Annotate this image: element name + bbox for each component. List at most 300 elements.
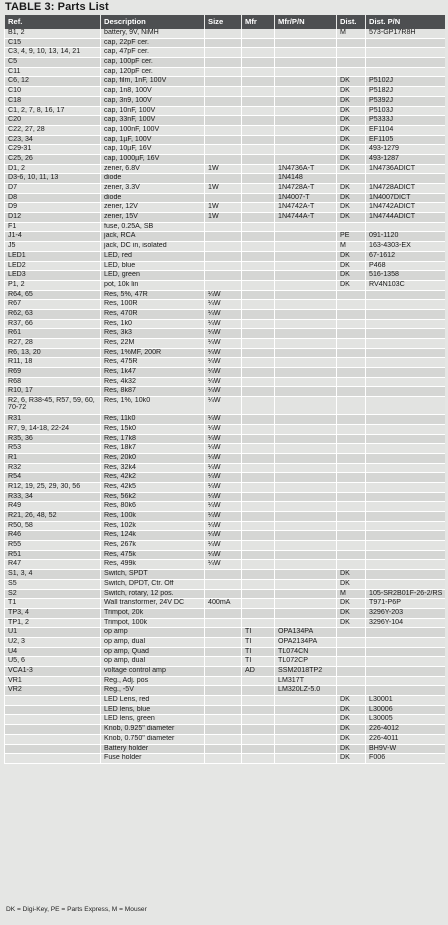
ref-cell: R32 (5, 463, 101, 473)
table-row (5, 261, 445, 271)
dist-cell (337, 637, 366, 647)
dist-cell (337, 560, 366, 570)
mfr-pn-cell: OPA134PA (275, 628, 337, 638)
dist-pn-cell (366, 38, 445, 48)
dist-cell (337, 358, 366, 368)
dist-cell (337, 434, 366, 444)
table-row (5, 290, 445, 300)
dist-cell (337, 300, 366, 310)
size-cell (205, 222, 242, 232)
table-row (5, 125, 445, 135)
size-cell (205, 628, 242, 638)
description-cell: zener, 6.8V (101, 164, 205, 174)
dist-cell: DK (337, 125, 366, 135)
size-cell (205, 48, 242, 58)
ref-cell: S1, 3, 4 (5, 570, 101, 580)
mfr-cell (242, 184, 275, 194)
description-cell: voltage control amp (101, 667, 205, 677)
description-cell: LED, green (101, 271, 205, 281)
dist-pn-cell: BH9V-W (366, 744, 445, 754)
description-cell: cap, 100nF, 100V (101, 125, 205, 135)
mfr-cell (242, 424, 275, 434)
size-cell (205, 647, 242, 657)
mfr-cell (242, 579, 275, 589)
size-cell: ¼W (205, 377, 242, 387)
mfr-pn-cell (275, 463, 337, 473)
mfr-cell (242, 696, 275, 706)
size-cell: 1W (205, 213, 242, 223)
description-cell: op amp (101, 628, 205, 638)
table-row (5, 512, 445, 522)
description-cell: Res, 100R (101, 300, 205, 310)
size-cell (205, 734, 242, 744)
description-cell: jack, DC in, isolated (101, 242, 205, 252)
mfr-pn-cell (275, 453, 337, 463)
mfr-cell (242, 87, 275, 97)
dist-cell: DK (337, 271, 366, 281)
ref-cell: R21, 26, 48, 52 (5, 512, 101, 522)
dist-cell (337, 415, 366, 425)
size-cell (205, 686, 242, 696)
size-cell: ¼W (205, 541, 242, 551)
description-cell: Res, 100k (101, 512, 205, 522)
dist-cell (337, 397, 366, 415)
size-cell: ¼W (205, 521, 242, 531)
description-cell: Res, 5%, 47R (101, 290, 205, 300)
table-row (5, 618, 445, 628)
table-row (5, 368, 445, 378)
ref-cell: C25, 26 (5, 154, 101, 164)
mfr-cell (242, 715, 275, 725)
table-row (5, 96, 445, 106)
dist-cell: DK (337, 87, 366, 97)
ref-cell: U1 (5, 628, 101, 638)
mfr-cell (242, 705, 275, 715)
dist-cell: M (337, 242, 366, 252)
dist-pn-cell (366, 628, 445, 638)
mfr-cell (242, 203, 275, 213)
size-cell (205, 145, 242, 155)
dist-pn-cell: 516-1358 (366, 271, 445, 281)
table-row (5, 377, 445, 387)
size-cell (205, 174, 242, 184)
ref-cell: S5 (5, 579, 101, 589)
size-cell: ¼W (205, 473, 242, 483)
mfr-cell (242, 463, 275, 473)
mfr-cell (242, 589, 275, 599)
ref-cell: R10, 17 (5, 387, 101, 397)
dist-pn-cell: 226-4012 (366, 725, 445, 735)
size-cell: ¼W (205, 368, 242, 378)
description-cell: Res, 1k47 (101, 368, 205, 378)
dist-pn-cell: EF1104 (366, 125, 445, 135)
size-cell (205, 29, 242, 38)
dist-cell (337, 512, 366, 522)
ref-cell: LED1 (5, 251, 101, 261)
dist-cell (337, 657, 366, 667)
description-cell: cap, 3n9, 100V (101, 96, 205, 106)
ref-cell: R6, 13, 20 (5, 348, 101, 358)
ref-cell: F1 (5, 222, 101, 232)
dist-cell (337, 550, 366, 560)
mfr-pn-cell (275, 550, 337, 560)
mfr-pn-cell (275, 58, 337, 68)
mfr-pn-cell (275, 424, 337, 434)
table-row (5, 657, 445, 667)
description-cell: Switch, rotary, 12 pos. (101, 589, 205, 599)
ref-cell: C5 (5, 58, 101, 68)
description-cell: Res, 102k (101, 521, 205, 531)
ref-cell: R12, 19, 25, 29, 30, 56 (5, 482, 101, 492)
dist-pn-cell (366, 339, 445, 349)
dist-cell (337, 368, 366, 378)
mfr-cell (242, 58, 275, 68)
dist-cell: DK (337, 618, 366, 628)
dist-cell (337, 628, 366, 638)
dist-pn-cell (366, 415, 445, 425)
table-row (5, 463, 445, 473)
dist-cell: DK (337, 570, 366, 580)
mfr-cell (242, 608, 275, 618)
description-cell: Switch, DPDT, Ctr. Off (101, 579, 205, 589)
mfr-cell (242, 77, 275, 87)
table-row (5, 647, 445, 657)
size-cell: ¼W (205, 512, 242, 522)
dist-pn-cell (366, 67, 445, 77)
description-cell: cap, 22pF cer. (101, 38, 205, 48)
dist-pn-cell: 105-SR2B01F-26-2/RS (366, 589, 445, 599)
dist-pn-cell: 1N4736ADICT (366, 164, 445, 174)
description-cell: LED, blue (101, 261, 205, 271)
size-cell (205, 77, 242, 87)
mfr-cell (242, 96, 275, 106)
description-cell: cap, 1n8, 100V (101, 87, 205, 97)
mfr-cell (242, 271, 275, 281)
mfr-pn-cell (275, 570, 337, 580)
ref-cell: R11, 18 (5, 358, 101, 368)
size-cell (205, 715, 242, 725)
size-cell: 400mA (205, 599, 242, 609)
table-row (5, 637, 445, 647)
ref-cell: D3-6, 10, 11, 13 (5, 174, 101, 184)
mfr-cell (242, 290, 275, 300)
dist-pn-cell: L30005 (366, 715, 445, 725)
mfr-pn-cell (275, 725, 337, 735)
mfr-pn-cell (275, 145, 337, 155)
table-row (5, 424, 445, 434)
size-cell: ¼W (205, 309, 242, 319)
dist-pn-cell (366, 222, 445, 232)
table-row (5, 339, 445, 349)
size-cell (205, 96, 242, 106)
mfr-cell (242, 725, 275, 735)
mfr-pn-cell: 1N4007-T (275, 193, 337, 203)
mfr-pn-cell (275, 125, 337, 135)
description-cell: Trimpot, 20k (101, 608, 205, 618)
dist-cell: DK (337, 203, 366, 213)
mfr-pn-cell (275, 589, 337, 599)
table-row (5, 715, 445, 725)
size-cell: 1W (205, 184, 242, 194)
dist-cell (337, 67, 366, 77)
mfr-pn-cell (275, 502, 337, 512)
size-cell (205, 754, 242, 764)
dist-pn-cell (366, 637, 445, 647)
description-cell: Battery holder (101, 744, 205, 754)
mfr-cell (242, 222, 275, 232)
table-row (5, 415, 445, 425)
dist-cell (337, 463, 366, 473)
column-header-size: Size (205, 15, 242, 29)
ref-cell: VR1 (5, 676, 101, 686)
dist-cell: DK (337, 705, 366, 715)
size-cell (205, 637, 242, 647)
size-cell: ¼W (205, 444, 242, 454)
mfr-cell (242, 339, 275, 349)
dist-pn-cell: 573-GP17R8H (366, 29, 445, 38)
size-cell (205, 261, 242, 271)
mfr-cell (242, 570, 275, 580)
mfr-pn-cell (275, 242, 337, 252)
ref-cell: U4 (5, 647, 101, 657)
mfr-pn-cell (275, 397, 337, 415)
description-cell: zener, 3.3V (101, 184, 205, 194)
mfr-cell (242, 319, 275, 329)
mfr-cell: TI (242, 657, 275, 667)
description-cell: op amp, dual (101, 637, 205, 647)
dist-pn-cell (366, 512, 445, 522)
table-row (5, 502, 445, 512)
mfr-pn-cell (275, 482, 337, 492)
dist-cell: DK (337, 280, 366, 290)
ref-cell: R53 (5, 444, 101, 454)
table-row (5, 492, 445, 502)
dist-pn-cell: 226-4011 (366, 734, 445, 744)
ref-cell: U5, 6 (5, 657, 101, 667)
mfr-pn-cell (275, 608, 337, 618)
table-row (5, 106, 445, 116)
dist-pn-cell (366, 444, 445, 454)
ref-cell: J5 (5, 242, 101, 252)
ref-cell: J1-4 (5, 232, 101, 242)
mfr-pn-cell (275, 222, 337, 232)
ref-cell: R2, 6, R38-45, R57, 59, 60, 70-72 (5, 397, 101, 415)
mfr-cell (242, 261, 275, 271)
size-cell: ¼W (205, 290, 242, 300)
description-cell: Res, 1%, 10k0 (101, 397, 205, 415)
mfr-cell (242, 280, 275, 290)
description-cell: Wall transformer, 24V DC (101, 599, 205, 609)
dist-cell: DK (337, 116, 366, 126)
mfr-cell: AD (242, 667, 275, 677)
mfr-pn-cell: 1N4148 (275, 174, 337, 184)
ref-cell: D9 (5, 203, 101, 213)
ref-cell: C11 (5, 67, 101, 77)
mfr-cell: TI (242, 647, 275, 657)
size-cell (205, 744, 242, 754)
dist-pn-cell (366, 397, 445, 415)
dist-pn-cell (366, 48, 445, 58)
size-cell: ¼W (205, 300, 242, 310)
mfr-cell (242, 531, 275, 541)
dist-pn-cell (366, 329, 445, 339)
size-cell (205, 570, 242, 580)
ref-cell: C3, 4, 9, 10, 13, 14, 21 (5, 48, 101, 58)
mfr-cell (242, 744, 275, 754)
size-cell (205, 589, 242, 599)
mfr-pn-cell (275, 560, 337, 570)
size-cell (205, 251, 242, 261)
ref-cell: R64, 65 (5, 290, 101, 300)
size-cell (205, 232, 242, 242)
dist-pn-cell: L30006 (366, 705, 445, 715)
size-cell: ¼W (205, 329, 242, 339)
ref-cell: R35, 36 (5, 434, 101, 444)
mfr-pn-cell: LM320LZ-5.0 (275, 686, 337, 696)
table-header-row (5, 15, 445, 29)
mfr-cell (242, 329, 275, 339)
dist-cell (337, 444, 366, 454)
table-row (5, 589, 445, 599)
description-cell: Res, 1k0 (101, 319, 205, 329)
description-cell: Res, 499k (101, 560, 205, 570)
dist-cell (337, 482, 366, 492)
description-cell: Res, 80k6 (101, 502, 205, 512)
mfr-cell (242, 599, 275, 609)
size-cell (205, 154, 242, 164)
table-row (5, 434, 445, 444)
dist-cell (337, 329, 366, 339)
table-row (5, 667, 445, 677)
mfr-cell (242, 397, 275, 415)
dist-pn-cell: 493-1287 (366, 154, 445, 164)
mfr-pn-cell: 1N4742A-T (275, 203, 337, 213)
table-row (5, 222, 445, 232)
description-cell: cap, film, 1nF, 100V (101, 77, 205, 87)
dist-cell (337, 222, 366, 232)
mfr-pn-cell (275, 734, 337, 744)
description-cell: Res, 470R (101, 309, 205, 319)
mfr-cell (242, 164, 275, 174)
mfr-cell (242, 550, 275, 560)
mfr-pn-cell (275, 444, 337, 454)
dist-pn-cell: 1N4007DICT (366, 193, 445, 203)
description-cell: zener, 12V (101, 203, 205, 213)
size-cell: ¼W (205, 424, 242, 434)
mfr-cell (242, 512, 275, 522)
dist-cell: DK (337, 96, 366, 106)
size-cell: ¼W (205, 531, 242, 541)
dist-pn-cell (366, 300, 445, 310)
size-cell (205, 579, 242, 589)
description-cell: fuse, 0.25A, SB (101, 222, 205, 232)
table-row (5, 87, 445, 97)
size-cell (205, 280, 242, 290)
ref-cell: R67 (5, 300, 101, 310)
ref-cell: C1, 2, 7, 8, 16, 17 (5, 106, 101, 116)
description-cell: Res, 267k (101, 541, 205, 551)
table-row (5, 77, 445, 87)
ref-cell: T1 (5, 599, 101, 609)
mfr-cell (242, 415, 275, 425)
table-row (5, 397, 445, 415)
mfr-cell (242, 106, 275, 116)
dist-pn-cell: 3296Y-104 (366, 618, 445, 628)
ref-cell: P1, 2 (5, 280, 101, 290)
dist-pn-cell: 091-1120 (366, 232, 445, 242)
dist-cell: DK (337, 106, 366, 116)
dist-pn-cell: P5333J (366, 116, 445, 126)
ref-cell: C15 (5, 38, 101, 48)
description-cell: Res, 42k2 (101, 473, 205, 483)
ref-cell: R27, 28 (5, 339, 101, 349)
mfr-pn-cell: SSM2018TP2 (275, 667, 337, 677)
table-body (5, 29, 445, 763)
size-cell: ¼W (205, 387, 242, 397)
table-row (5, 599, 445, 609)
dist-pn-cell (366, 482, 445, 492)
mfr-cell (242, 377, 275, 387)
mfr-cell (242, 502, 275, 512)
mfr-pn-cell (275, 434, 337, 444)
table-row (5, 300, 445, 310)
dist-cell (337, 667, 366, 677)
description-cell: Res, 4k32 (101, 377, 205, 387)
mfr-pn-cell (275, 512, 337, 522)
ref-cell: LED3 (5, 271, 101, 281)
dist-cell: DK (337, 193, 366, 203)
mfr-cell (242, 300, 275, 310)
table-row (5, 38, 445, 48)
mfr-pn-cell: TL072CP (275, 657, 337, 667)
dist-cell: DK (337, 715, 366, 725)
table-row (5, 193, 445, 203)
dist-pn-cell (366, 686, 445, 696)
mfr-pn-cell (275, 87, 337, 97)
dist-cell: PE (337, 232, 366, 242)
mfr-pn-cell (275, 531, 337, 541)
column-header-mfr: Mfr (242, 15, 275, 29)
dist-cell: DK (337, 213, 366, 223)
mfr-pn-cell (275, 290, 337, 300)
mfr-pn-cell (275, 251, 337, 261)
ref-cell: C18 (5, 96, 101, 106)
column-header-description: Description (101, 15, 205, 29)
distributor-footnote: DK = Digi-Key, PE = Parts Express, M = Mouser (6, 906, 147, 913)
dist-pn-cell (366, 368, 445, 378)
table-row (5, 628, 445, 638)
dist-pn-cell: P5102J (366, 77, 445, 87)
description-cell: op amp, dual (101, 657, 205, 667)
dist-cell: DK (337, 135, 366, 145)
table-row (5, 251, 445, 261)
mfr-pn-cell: 1N4744A-T (275, 213, 337, 223)
size-cell (205, 271, 242, 281)
size-cell (205, 696, 242, 706)
ref-cell: C29-31 (5, 145, 101, 155)
dist-cell (337, 453, 366, 463)
table-row (5, 521, 445, 531)
mfr-pn-cell (275, 135, 337, 145)
description-cell: pot, 10k lin (101, 280, 205, 290)
ref-cell: R1 (5, 453, 101, 463)
dist-cell (337, 377, 366, 387)
dist-cell (337, 502, 366, 512)
dist-cell (337, 647, 366, 657)
dist-pn-cell (366, 560, 445, 570)
dist-pn-cell (366, 570, 445, 580)
table-row (5, 145, 445, 155)
